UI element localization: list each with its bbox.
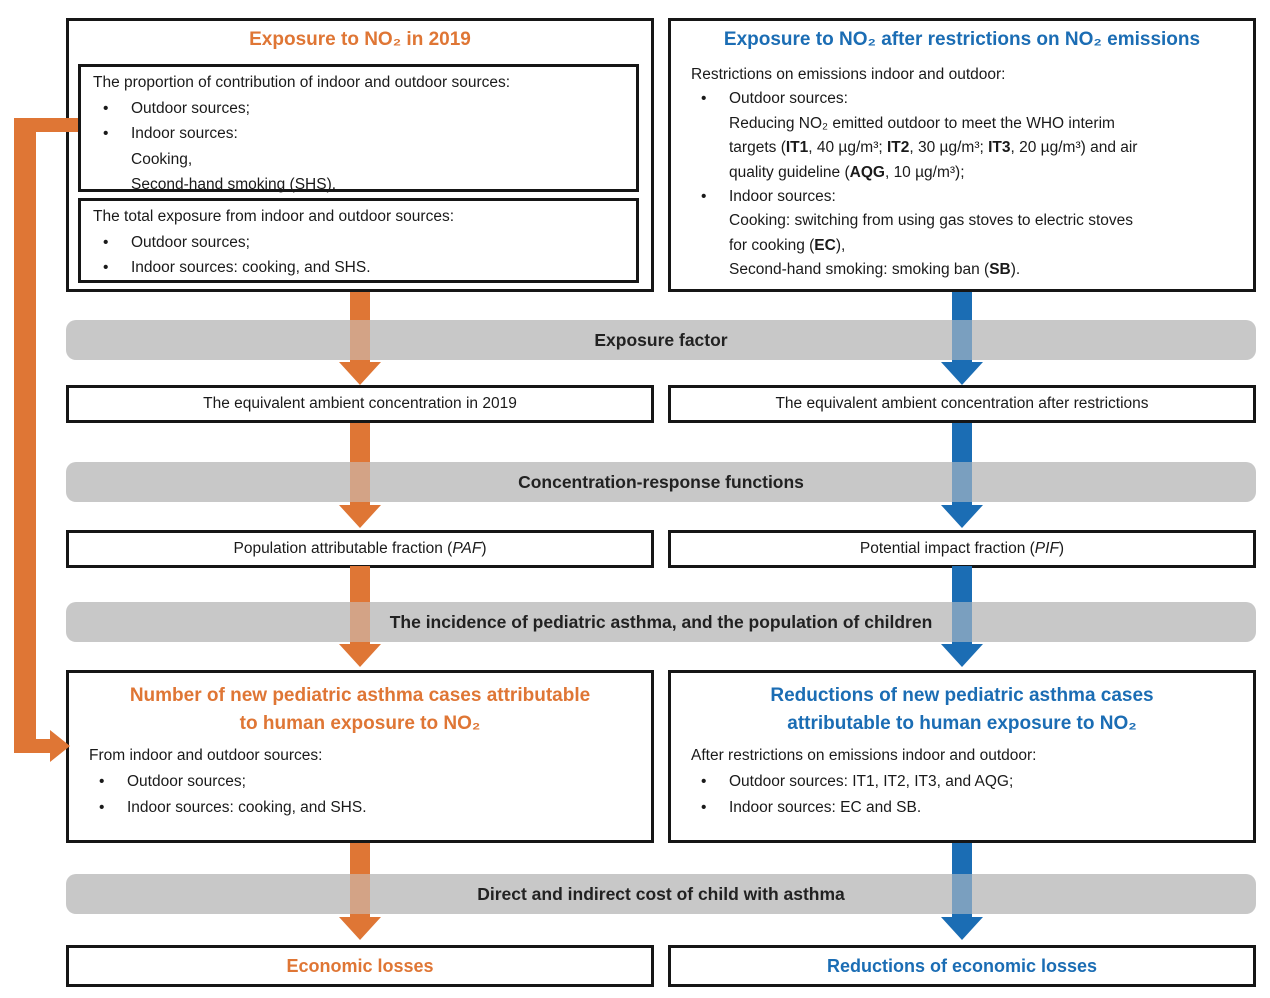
blue-down-arrow-icon — [941, 505, 983, 528]
exposure-factor-bar — [66, 320, 1256, 360]
row-label: The equivalent ambient concentration after restrictions — [775, 395, 1149, 412]
elbow-arrow-vertical — [14, 118, 36, 753]
economic-losses-label: Economic losses — [286, 955, 434, 976]
asthma-reductions-title-line1: Reductions of new pediatric asthma cases — [770, 685, 1154, 706]
bullet-line: • Outdoor sources; — [93, 96, 630, 122]
bullet-line: • Outdoor sources; — [89, 769, 643, 795]
bar-label: Direct and indirect cost of child with asthma — [477, 883, 845, 904]
bullet-line: • Indoor sources: EC and SB. — [691, 795, 1245, 821]
arrow-bar-overlap — [952, 874, 972, 914]
bullet-dot-icon: • — [103, 259, 109, 276]
proportion-sources-text — [93, 70, 630, 198]
text-line: The total exposure from indoor and outdoor sources: — [93, 208, 455, 225]
asthma-reductions-title-line2: attributable to human exposure to NO₂ — [787, 713, 1137, 734]
arrow-bar-overlap — [952, 602, 972, 642]
paf-box — [66, 530, 654, 568]
bullet-line: • Indoor sources: — [93, 121, 630, 147]
arrow-bar-overlap — [952, 462, 972, 502]
text-line: for cooking (EC), — [729, 236, 846, 254]
bar-label: Concentration-response functions — [518, 471, 804, 492]
restrictions-text — [691, 63, 1245, 283]
orange-down-arrow-icon — [339, 917, 381, 940]
cost-bar — [66, 874, 1256, 914]
blue-down-arrow-icon — [941, 362, 983, 385]
incidence-population-bar — [66, 602, 1256, 642]
elbow-arrow-top-horizontal — [14, 118, 78, 132]
text-line: Cooking, — [131, 150, 193, 168]
text-line: From indoor and outdoor sources: — [89, 747, 323, 764]
arrow-bar-overlap — [350, 602, 370, 642]
asthma-reductions-box — [668, 670, 1256, 843]
orange-down-arrow-icon — [339, 505, 381, 528]
bullet-dot-icon: • — [103, 233, 109, 251]
row-label: Potential impact fraction (PIF) — [859, 540, 1065, 557]
arrow-bar-overlap — [350, 320, 370, 360]
blue-down-arrow-icon — [941, 644, 983, 667]
text-line: The proportion of contribution of indoor and outdoor sources: — [93, 74, 511, 91]
economic-losses-reductions-box — [668, 945, 1256, 987]
bullet-dot-icon: • — [701, 90, 707, 108]
elbow-arrow-right-icon — [50, 730, 70, 762]
economic-losses-box — [66, 945, 654, 987]
bullet-dot-icon: • — [103, 99, 109, 117]
bullet-dot-icon: • — [701, 799, 707, 816]
bullet-dot-icon: • — [99, 773, 105, 790]
bar-label: Exposure factor — [594, 329, 728, 350]
text-line: After restrictions on emissions indoor and outdoor: — [691, 747, 1037, 764]
bullet-line: • Outdoor sources; — [93, 230, 630, 256]
asthma-cases-title-line2: to human exposure to NO₂ — [239, 713, 481, 734]
elbow-arrow-bottom-horizontal — [14, 739, 52, 753]
exposure-after-restrictions-title: Exposure to NO₂ after restrictions on NO₂ emissions — [723, 29, 1201, 50]
asthma-reductions-text — [691, 743, 1245, 821]
text-line: Cooking: switching from using gas stoves to electric stoves — [729, 212, 1134, 230]
text-line: Reducing NO₂ emitted outdoor to meet the WHO interim — [729, 114, 1115, 132]
equivalent-concentration-2019-box — [66, 385, 654, 423]
pif-box — [668, 530, 1256, 568]
bullet-line: • Outdoor sources: — [691, 87, 1245, 111]
asthma-cases-text — [89, 743, 643, 821]
arrow-bar-overlap — [350, 462, 370, 502]
asthma-cases-box — [66, 670, 654, 843]
bar-label: The incidence of pediatric asthma, and the population of children — [389, 611, 933, 632]
text-line: quality guideline (AQG, 10 µg/m³); — [729, 163, 965, 181]
text-line: Restrictions on emissions indoor and outdoor: — [691, 66, 1006, 83]
total-exposure-subbox — [78, 198, 639, 283]
exposure-after-restrictions-box — [668, 18, 1256, 292]
exposure-2019-title: Exposure to NO₂ in 2019 — [249, 29, 471, 50]
orange-down-arrow-icon — [339, 362, 381, 385]
bullet-line: • Outdoor sources: IT1, IT2, IT3, and AQG; — [691, 769, 1245, 795]
bullet-line: • Indoor sources: cooking, and SHS. — [89, 795, 643, 821]
arrow-bar-overlap — [952, 320, 972, 360]
bullet-dot-icon: • — [99, 799, 105, 816]
text-line: targets (IT1, 40 µg/m³; IT2, 30 µg/m³; IT3, 20 µg/m³) and air — [729, 139, 1138, 157]
text-line: Second-hand smoking (SHS). — [131, 176, 337, 193]
asthma-cases-title-line1: Number of new pediatric asthma cases attributable — [129, 685, 591, 706]
concentration-response-bar — [66, 462, 1256, 502]
text-line: Second-hand smoking: smoking ban (SB). — [729, 261, 1021, 279]
exposure-2019-box — [66, 18, 654, 292]
bullet-dot-icon: • — [701, 773, 707, 790]
bullet-line: • Indoor sources: — [691, 185, 1245, 209]
proportion-sources-subbox — [78, 64, 639, 192]
row-label: The equivalent ambient concentration in 2019 — [203, 395, 517, 412]
total-exposure-text — [93, 204, 630, 281]
bullet-dot-icon: • — [103, 125, 109, 142]
bullet-line: • Indoor sources: cooking, and SHS. — [93, 255, 630, 281]
blue-down-arrow-icon — [941, 917, 983, 940]
arrow-bar-overlap — [350, 874, 370, 914]
equivalent-concentration-after-box — [668, 385, 1256, 423]
economic-losses-reductions-label: Reductions of economic losses — [826, 955, 1098, 976]
orange-down-arrow-icon — [339, 644, 381, 667]
bullet-dot-icon: • — [701, 188, 707, 206]
row-label: Population attributable fraction (PAF) — [233, 540, 487, 557]
